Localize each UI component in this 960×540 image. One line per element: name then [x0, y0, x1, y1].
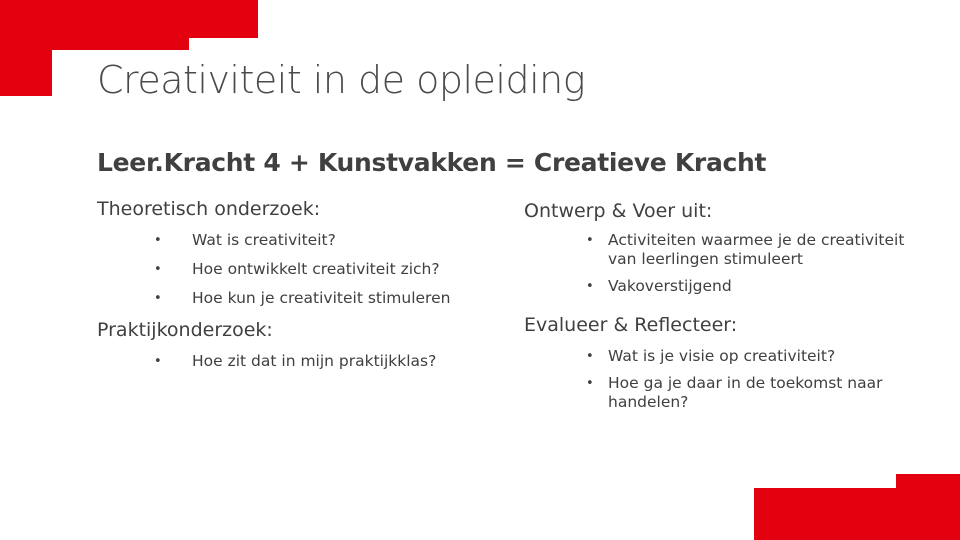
bullet-list-evalueer-reflecteer	[524, 347, 914, 420]
slide-subtitle: Leer.Kracht 4 + Kunstvakken = Creatieve Kracht	[97, 148, 767, 177]
section-heading-theoretisch-onderzoek: Theoretisch onderzoek:	[97, 198, 321, 220]
list-item-text: Vakoverstijgend	[608, 277, 732, 295]
bullet-icon: •	[154, 262, 162, 277]
list-item-text: Activiteiten waarmee je de creativiteit van leerlingen stimuleert	[608, 231, 905, 268]
bullet-list-praktijkonderzoek	[97, 352, 517, 381]
list-item	[524, 374, 914, 412]
bullet-icon: •	[586, 233, 594, 248]
corner-decoration-top-left	[0, 0, 258, 38]
corner-decoration-bottom-right	[754, 488, 896, 540]
slide-title: Creativiteit in de opleiding	[97, 58, 586, 102]
bullet-icon: •	[154, 354, 162, 369]
list-item-text: Hoe kun je creativiteit stimuleren	[192, 289, 451, 307]
section-heading-praktijkonderzoek: Praktijkonderzoek:	[97, 319, 273, 341]
list-item-text: Wat is je visie op creativiteit?	[608, 347, 836, 365]
corner-decoration-bottom-right	[896, 474, 960, 540]
corner-decoration-top-left	[0, 50, 52, 96]
corner-decoration-top-left	[0, 38, 189, 50]
list-item-text: Hoe ga je daar in de toekomst naar handelen?	[608, 374, 883, 411]
bullet-icon: •	[586, 376, 594, 391]
list-item	[97, 260, 517, 279]
list-item	[524, 277, 914, 296]
bullet-icon: •	[154, 233, 162, 248]
list-item	[524, 347, 914, 366]
section-heading-evalueer-reflecteer: Evalueer & Reflecteer:	[524, 314, 738, 336]
list-item	[524, 231, 914, 269]
bullet-list-ontwerp-voer-uit	[524, 231, 914, 304]
list-item	[97, 289, 517, 308]
bullet-icon: •	[154, 291, 162, 306]
list-item-text: Wat is creativiteit?	[192, 231, 336, 249]
list-item	[97, 231, 517, 250]
section-heading-ontwerp-voer-uit: Ontwerp & Voer uit:	[524, 200, 713, 222]
list-item-text: Hoe ontwikkelt creativiteit zich?	[192, 260, 440, 278]
list-item-text: Hoe zit dat in mijn praktijkklas?	[192, 352, 437, 370]
bullet-icon: •	[586, 349, 594, 364]
bullet-icon: •	[586, 279, 594, 294]
list-item	[97, 352, 517, 371]
bullet-list-theoretisch-onderzoek	[97, 231, 517, 318]
